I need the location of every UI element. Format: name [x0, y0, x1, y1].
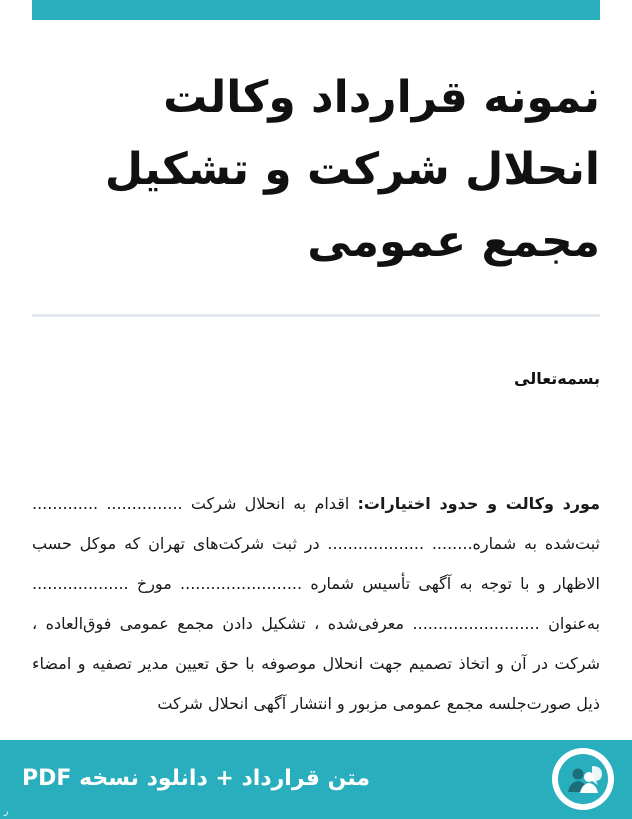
basmala-heading: بسمه‌تعالی [514, 369, 600, 388]
clause-body: اقدام به انحلال شرکت ............... ............. ثبت‌شده به شماره........ ................... در ثبت شرکت‌های تهران که موکل حسب الاظهار و با توجه به آگهی تأسیس شماره ........................ مورخ ................... به‌عنوان ......................... معرفی‌شده ، تشکیل دادن مجمع عمومی فوق‌العاده ، شرکت در آن و اتخاذ تصمیم جهت انحلال موصوفه با حق تعیین مدیر تصفیه و امضاء ذیل صورت‌جلسه مجمع عمومی مزبور و انتشار آگهی انحلال شرکت [32, 494, 600, 713]
download-banner[interactable] [0, 740, 632, 819]
download-pdf-link[interactable]: متن قرارداد + دانلود نسخه PDF [22, 766, 370, 791]
page-title: نمونه قرارداد وکالت انحلال شرکت و تشکیل مجمع عمومی [104, 72, 600, 267]
divider [32, 314, 600, 317]
users-chat-icon[interactable] [552, 748, 614, 810]
contract-clause [32, 484, 600, 724]
clause-heading: مورد وکالت و حدود اختیارات: [357, 494, 600, 513]
top-accent-bar [32, 0, 600, 20]
users-chat-icon-graphic [552, 748, 614, 810]
corner-mark: ر [4, 807, 9, 817]
